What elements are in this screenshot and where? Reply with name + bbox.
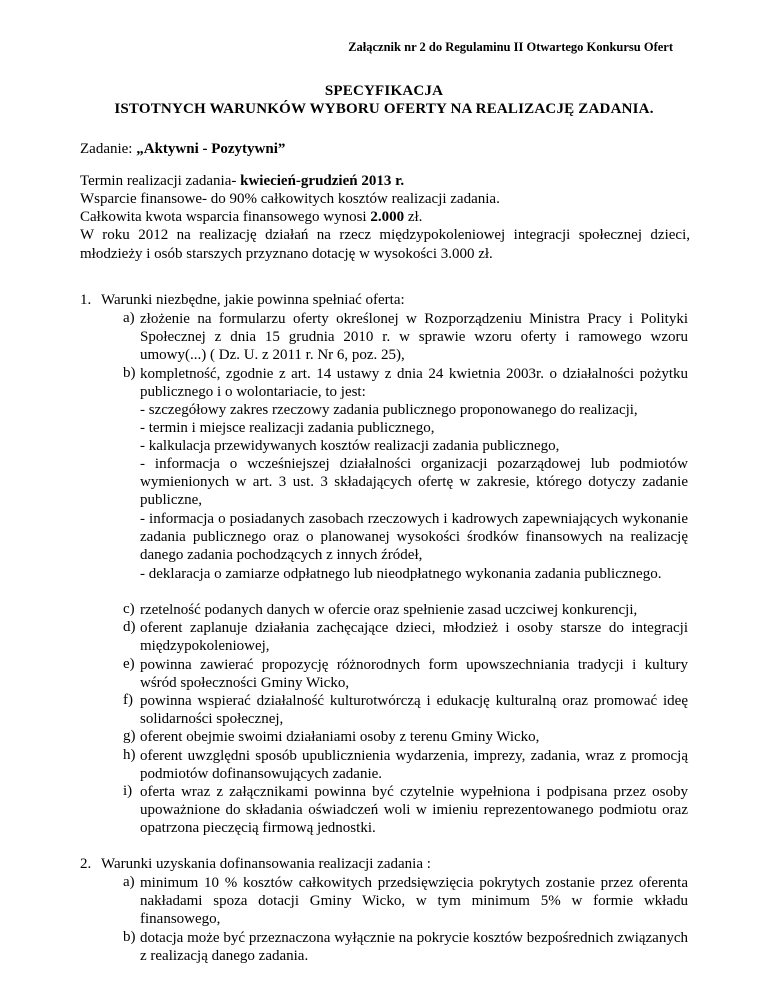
- sub-item: - informacja o wcześniejszej działalności organizacji pozarządowej lub podmiotów wymienionych w art. 3 ust. 3 składających ofertę w zakresie, którego dotyczy zadanie publiczne,: [140, 456, 688, 509]
- sub-item: - szczegółowy zakres rzeczowy zadania publicznego proponowanego do realizacji,: [140, 402, 638, 418]
- document-title: SPECYFIKACJA: [324, 83, 444, 99]
- list-item: powinna wspierać działalność kulturotwórczą i edukację kulturalną oraz promować ideę solidarności społecznej,: [140, 693, 688, 728]
- list-item: powinna zawierać propozycję różnorodnych form upowszechniania tradycji i kultury wśród społeczności Gminy Wicko,: [140, 657, 688, 692]
- section1-number: 1.: [80, 292, 92, 308]
- amount-suffix: zł.: [404, 209, 423, 225]
- term-line: [80, 173, 404, 190]
- document-subtitle: ISTOTNYCH WARUNKÓW WYBORU OFERTY NA REALIZACJĘ ZADANIA.: [114, 101, 654, 117]
- item-label: i): [123, 783, 133, 799]
- list-item: złożenie na formularzu oferty określonej w Rozporządzeniu Ministra Pracy i Polityki Społecznej z dnia 15 grudnia 2010 r. w sprawie wzoru oferty i ramowego wzoru umowy(...) ( Dz. U. z 2011 r. Nr 6, poz. 25),: [140, 311, 688, 364]
- task-name: „Aktywni - Pozytywni”: [136, 141, 286, 157]
- item-label: c): [123, 601, 135, 617]
- item-label: e): [123, 656, 135, 672]
- amount-label: Całkowita kwota wsparcia finansowego wynosi: [80, 209, 371, 225]
- list-item: minimum 10 % kosztów całkowitych przedsięwzięcia pokrytych zostanie przez oferenta nakładami spoza dotacji Gminy Wicko, w tym minimum 5% w formie wkładu finansowego,: [140, 875, 688, 928]
- item-label: b): [123, 929, 136, 945]
- list-item: oferent obejmie swoimi działaniami osoby z terenu Gminy Wicko,: [140, 729, 540, 745]
- sub-item: - kalkulacja przewidywanych kosztów realizacji zadania publicznego,: [140, 438, 560, 454]
- amount-line: [80, 209, 422, 226]
- item-label: a): [123, 310, 135, 326]
- list-item: oferta wraz z załącznikami powinna być czytelnie wypełniona i podpisana przez osoby upoważnione do składania oświadczeń woli w imieniu reprezentowanego podmiotu oraz opatrzona pieczęcią firmową jednostki.: [140, 784, 688, 837]
- section2-heading: Warunki uzyskania dofinansowania realizacji zadania :: [101, 856, 431, 872]
- list-item: dotacja może być przeznaczona wyłącznie na pokrycie kosztów bezpośrednich związanych z realizacją danego zadania.: [140, 930, 688, 965]
- item-label: g): [123, 728, 136, 744]
- item-label: a): [123, 874, 135, 890]
- term-value: kwiecień-grudzień 2013 r.: [240, 173, 405, 189]
- sub-item: - informacja o posiadanych zasobach rzeczowych i kadrowych zapewniających wykonanie zadania publicznego oraz o planowanej wysokości środków finansowych na realizację danego zadania pochodzących z innych źródeł,: [140, 511, 688, 564]
- sub-item: - termin i miejsce realizacji zadania publicznego,: [140, 420, 435, 436]
- year-line-1: W roku 2012 na realizację działań na rzecz międzypokoleniowej integracji społecznej dzieci,: [80, 227, 690, 243]
- section2-number: 2.: [80, 856, 92, 872]
- list-item: kompletność, zgodnie z art. 14 ustawy z dnia 24 kwietnia 2003r. o działalności pożytku publicznego i o wolontariacie, to jest:: [140, 366, 688, 401]
- section1-heading: Warunki niezbędne, jakie powinna spełniać oferta:: [101, 292, 405, 308]
- item-label: d): [123, 619, 136, 635]
- item-label: h): [123, 747, 136, 763]
- attachment-note: Załącznik nr 2 do Regulaminu II Otwartego Konkursu Ofert: [348, 40, 673, 54]
- item-label: f): [123, 692, 133, 708]
- term-label: Termin realizacji zadania-: [80, 173, 241, 189]
- sub-item: - deklaracja o zamiarze odpłatnego lub nieodpłatnego wykonania zadania publicznego.: [140, 566, 662, 582]
- list-item: oferent zaplanuje działania zachęcające dzieci, młodzież i osoby starsze do integracji międzypokoleniowej,: [140, 620, 688, 655]
- task-label: Zadanie:: [80, 141, 137, 157]
- list-item: oferent uwzględni sposób upublicznienia wydarzenia, imprezy, zadania, wraz z promocją podmiotów dofinansowujących zadanie.: [140, 748, 688, 783]
- amount-value: 2.000: [370, 209, 405, 225]
- task-line: [80, 141, 285, 158]
- item-label: b): [123, 365, 136, 381]
- support-line: Wsparcie finansowe- do 90% całkowitych kosztów realizacji zadania.: [80, 191, 500, 207]
- list-item: rzetelność podanych danych w ofercie oraz spełnienie zasad uczciwej konkurencji,: [140, 602, 638, 618]
- year-line-2: młodzieży i osób starszych przyznano dotację w wysokości 3.000 zł.: [80, 246, 493, 262]
